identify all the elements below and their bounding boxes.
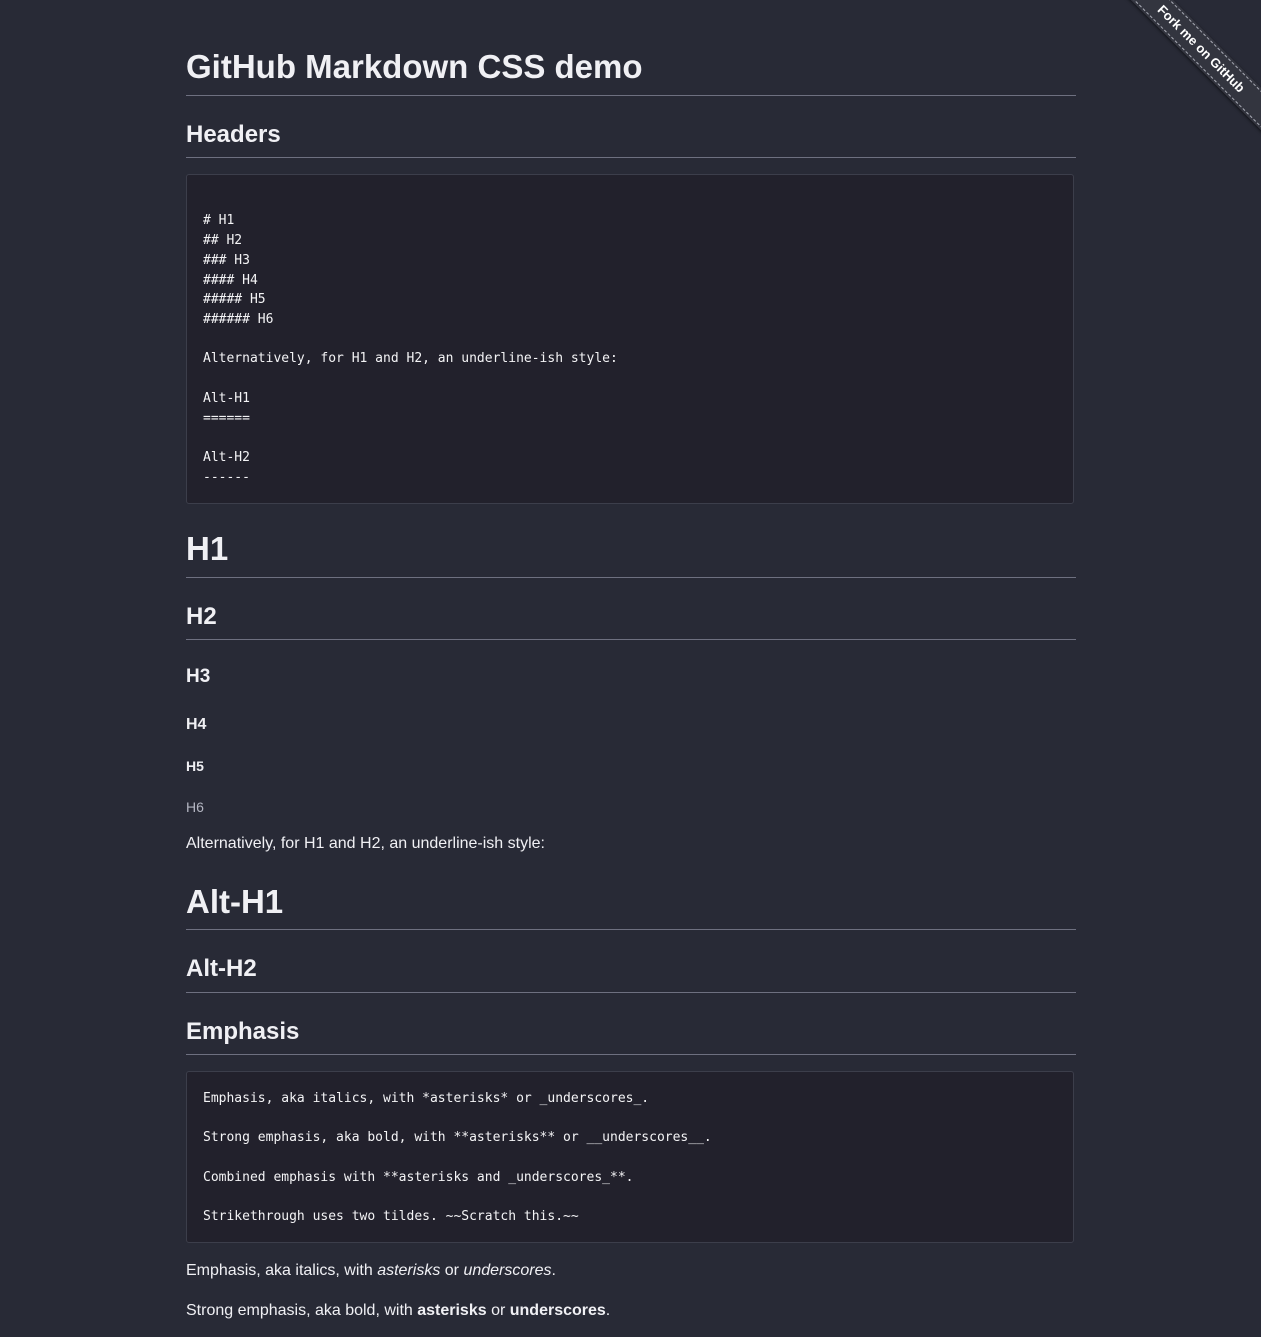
code-line: Alt-H1 (203, 391, 250, 406)
rendered-h4: H4 (186, 716, 207, 733)
divider (186, 95, 1076, 96)
code-line: Strong emphasis, aka bold, with **asterisks** or __underscores__. (203, 1130, 712, 1145)
code-line: # H1 (203, 213, 235, 228)
italic-text: underscores (463, 1262, 552, 1279)
bold-text: asterisks (417, 1302, 487, 1319)
divider (186, 929, 1076, 930)
divider (186, 577, 1076, 578)
rendered-h3: H3 (186, 666, 211, 687)
rendered-alt-h1: Alt-H1 (186, 883, 284, 920)
paragraph-text: or (440, 1262, 464, 1279)
italic-text: asterisks (377, 1262, 441, 1279)
fork-ribbon-container (1112, 0, 1261, 149)
paragraph-text: Strong emphasis, aka bold, with (186, 1302, 418, 1319)
divider (186, 1054, 1076, 1055)
code-line: Alternatively, for H1 and H2, an underline-ish style: (203, 351, 618, 366)
code-line: Combined emphasis with **asterisks and _underscores_**. (203, 1170, 634, 1185)
rendered-h1: H1 (186, 530, 229, 567)
code-block-emphasis (186, 1071, 1074, 1243)
code-line: ##### H5 (203, 292, 266, 307)
section-heading-emphasis: Emphasis (186, 1018, 300, 1045)
fork-me-ribbon[interactable]: Fork me on GitHub (1113, 0, 1261, 137)
code-line: Strikethrough uses two tildes. ~~Scratch this.~~ (203, 1209, 579, 1224)
bold-text: underscores (509, 1302, 606, 1319)
rendered-h2: H2 (186, 603, 217, 630)
code-line: Alt-H2 (203, 450, 250, 465)
paragraph-text: or (486, 1302, 510, 1319)
divider (186, 992, 1076, 993)
rendered-h5: H5 (186, 758, 204, 774)
code-line: ###### H6 (203, 312, 274, 327)
rendered-alt-h2: Alt-H2 (186, 955, 257, 982)
italic-emphasis-paragraph (186, 1261, 1076, 1281)
alt-note-paragraph: Alternatively, for H1 and H2, an underline-ish style: (186, 835, 545, 852)
code-block-headers (186, 174, 1074, 504)
code-line: Emphasis, aka italics, with *asterisks* or _underscores_. (203, 1091, 650, 1106)
page-title: GitHub Markdown CSS demo (186, 48, 643, 85)
paragraph-text: . (551, 1262, 556, 1279)
rendered-h6: H6 (186, 799, 204, 815)
bold-emphasis-paragraph (186, 1301, 1076, 1321)
code-line: ## H2 (203, 233, 243, 248)
code-line: ### H3 (203, 253, 250, 268)
paragraph-text: Emphasis, aka italics, with (186, 1262, 378, 1279)
code-line: #### H4 (203, 273, 258, 288)
code-line: ====== (203, 411, 250, 426)
divider (186, 639, 1076, 640)
paragraph-text: . (605, 1302, 611, 1319)
code-line: ------ (203, 470, 250, 485)
divider (186, 157, 1076, 158)
section-heading-headers: Headers (186, 121, 281, 148)
